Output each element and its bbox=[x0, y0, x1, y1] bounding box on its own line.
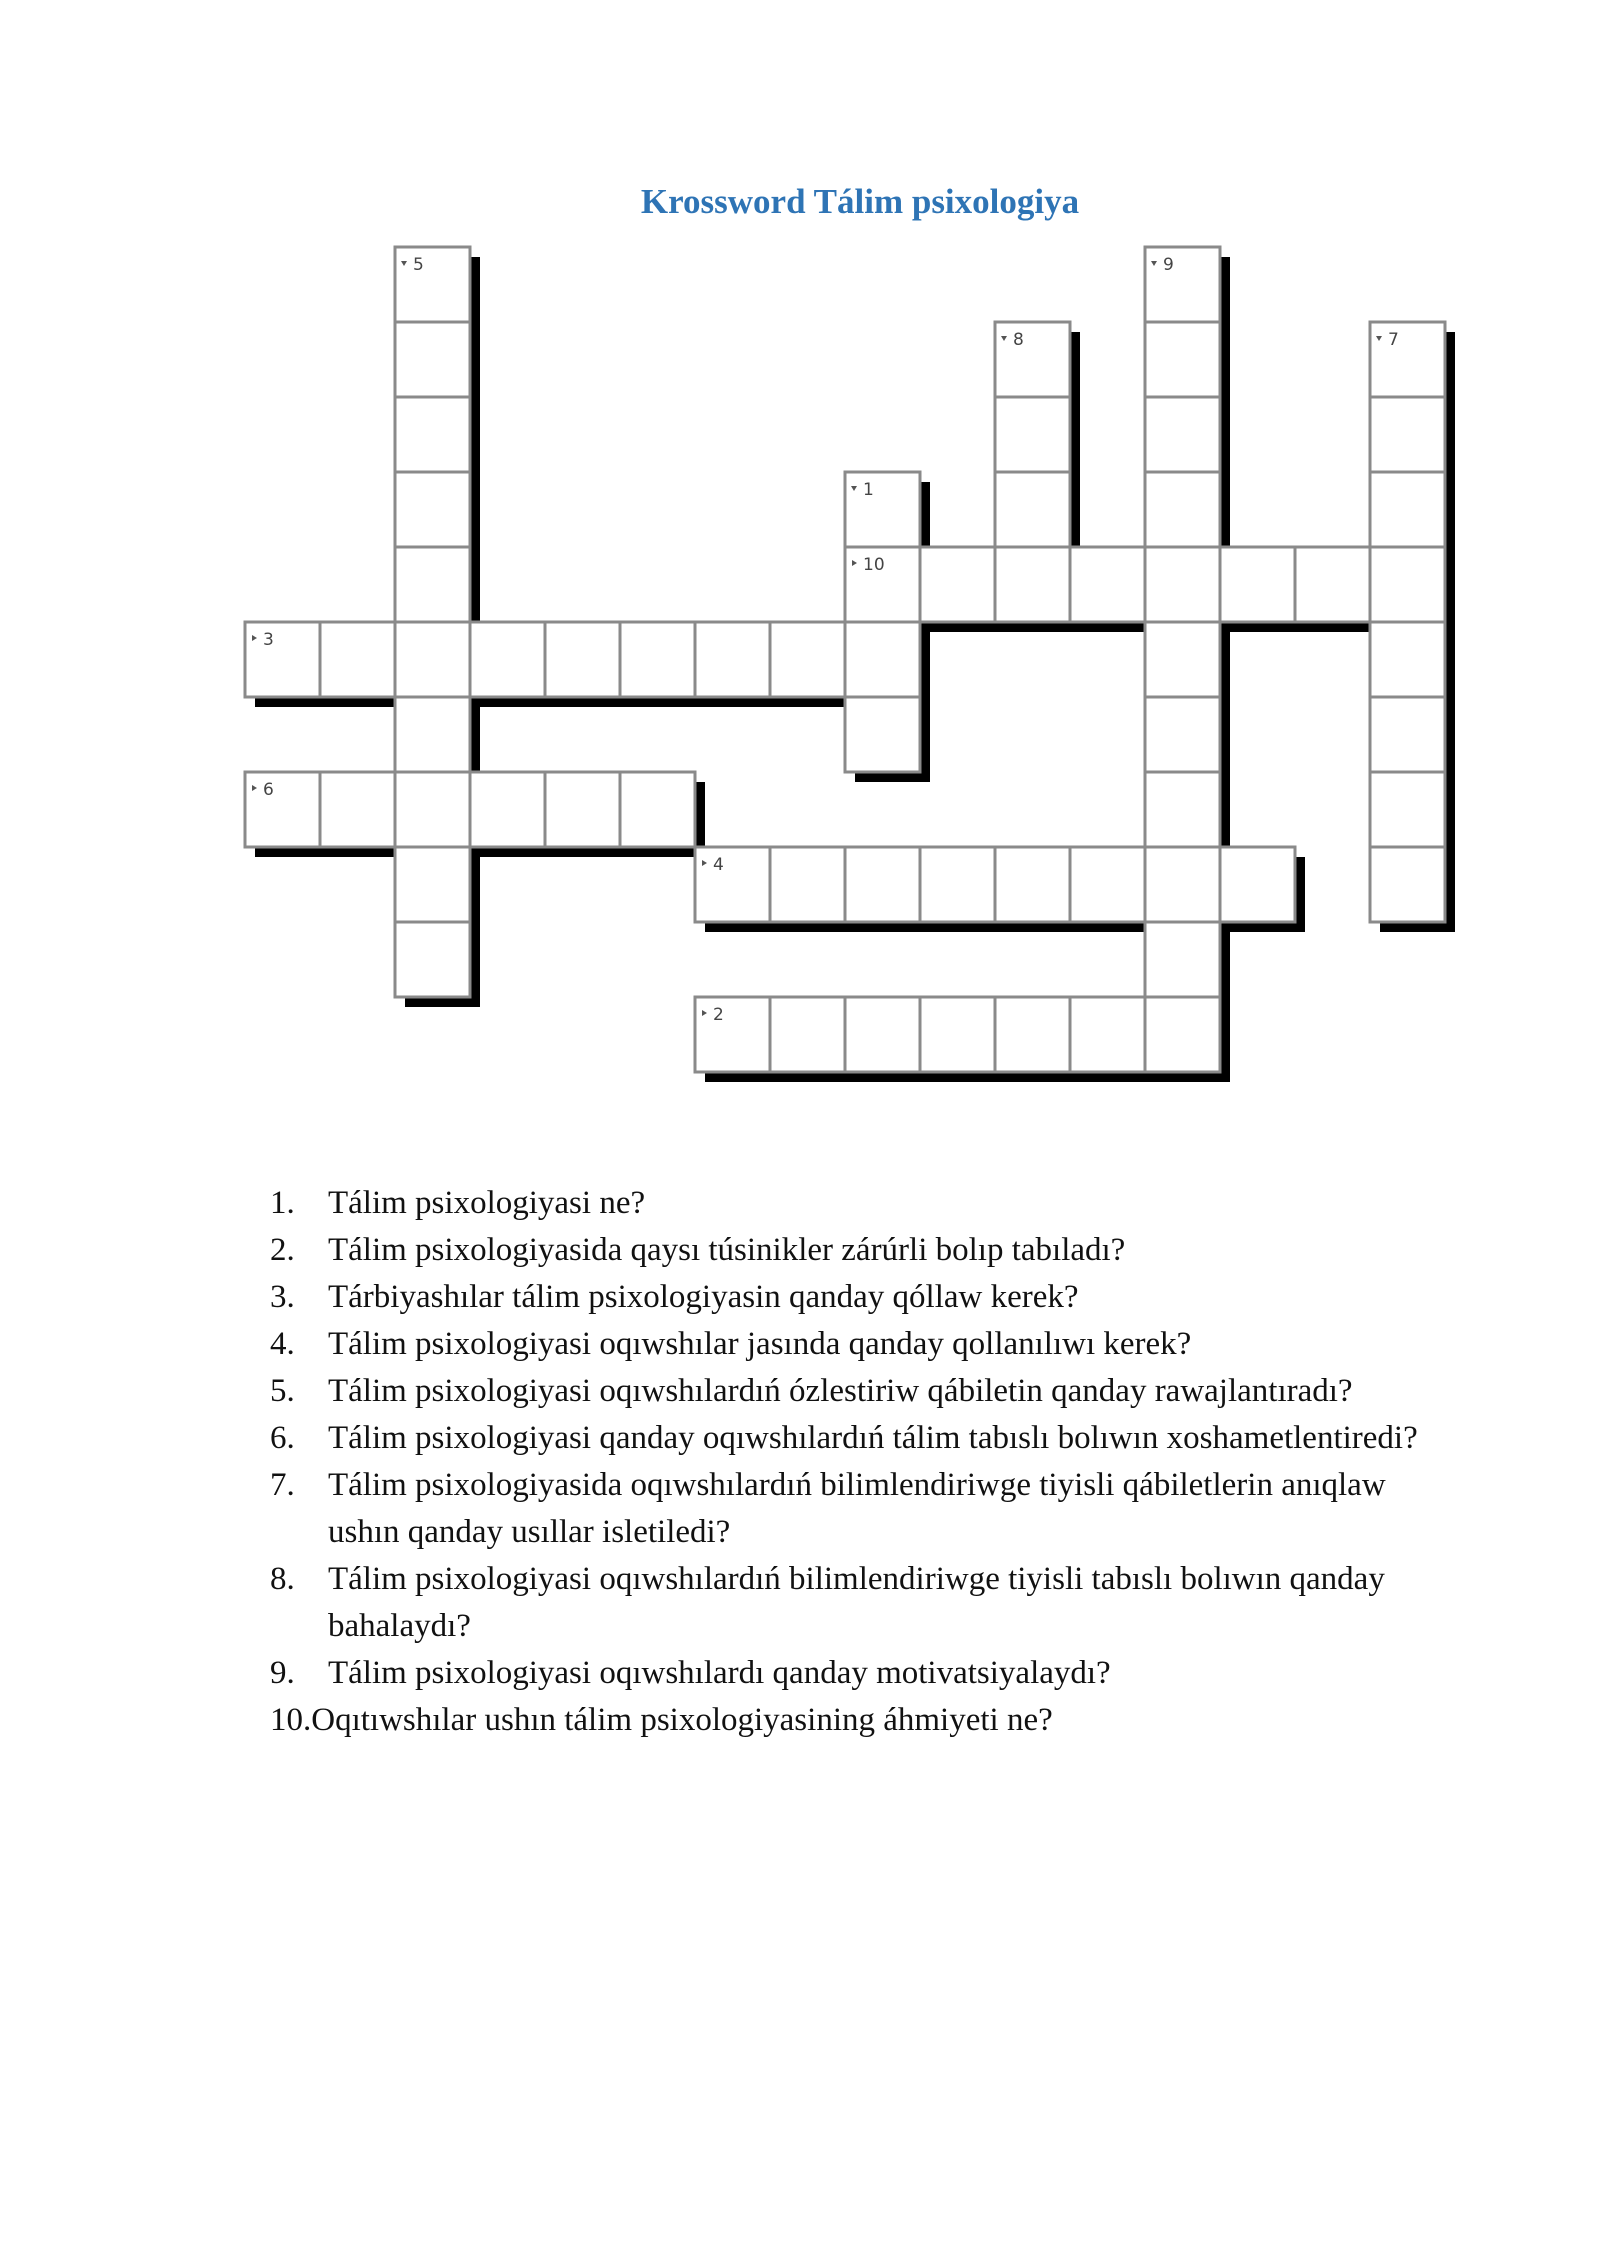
clue-item bbox=[270, 1462, 1450, 1556]
crossword-cell[interactable] bbox=[995, 847, 1070, 922]
clue-number-label: 5 bbox=[413, 255, 424, 275]
clue-number: 10. bbox=[270, 1702, 312, 1738]
clue-number: 4. bbox=[270, 1326, 295, 1362]
clue-text: Tálim psixologiyasi oqıwshılardıń ózlestiriw qábiletin qanday rawajlantıradı? bbox=[328, 1373, 1353, 1409]
clue-item bbox=[270, 1556, 1450, 1650]
crossword-cell[interactable] bbox=[620, 622, 695, 697]
crossword-cell[interactable] bbox=[245, 772, 320, 847]
clue-text: Tálim psixologiyasida oqıwshılardıń bilimlendiriwge tiyisli qábiletlerin anıqlaw ushın qanday usıllar isletiledi? bbox=[328, 1467, 1386, 1550]
clue-number-label: 6 bbox=[263, 780, 274, 800]
crossword-cell[interactable] bbox=[995, 997, 1070, 1072]
crossword-cell[interactable] bbox=[1370, 772, 1445, 847]
clue-number-label: 2 bbox=[713, 1005, 724, 1025]
crossword-cell[interactable] bbox=[620, 772, 695, 847]
crossword-cell[interactable] bbox=[1370, 322, 1445, 397]
crossword-grid bbox=[0, 0, 1600, 1120]
clue-text: Tálim psixologiyasi qanday oqıwshılardıń tálim tabıslı bolıwın xoshametlentiredi? bbox=[328, 1420, 1418, 1456]
grid-cells bbox=[245, 247, 1445, 1072]
crossword-cell[interactable] bbox=[470, 772, 545, 847]
crossword-cell[interactable] bbox=[845, 622, 920, 697]
crossword-cell[interactable] bbox=[920, 847, 995, 922]
clue-item bbox=[270, 1321, 1450, 1368]
clue-number-label: 3 bbox=[263, 630, 274, 650]
crossword-cell[interactable] bbox=[1145, 322, 1220, 397]
clue-text: Tálim psixologiyasi oqıwshılar jasında qanday qollanılıwı kerek? bbox=[328, 1326, 1192, 1362]
crossword-cell[interactable] bbox=[1070, 997, 1145, 1072]
crossword-cell[interactable] bbox=[395, 547, 470, 622]
clue-item bbox=[270, 1650, 1450, 1697]
crossword-cell[interactable] bbox=[695, 847, 770, 922]
clue-number: 6. bbox=[270, 1420, 295, 1456]
crossword-cell[interactable] bbox=[995, 472, 1070, 547]
crossword-cell[interactable] bbox=[695, 997, 770, 1072]
crossword-cell[interactable] bbox=[1145, 622, 1220, 697]
clue-text: Tálim psixologiyasida qaysı túsinikler zárúrli bolıp tabıladı? bbox=[328, 1232, 1126, 1268]
crossword-cell[interactable] bbox=[1370, 397, 1445, 472]
clue-number: 1. bbox=[270, 1185, 295, 1221]
clue-number: 5. bbox=[270, 1373, 295, 1409]
crossword-cell[interactable] bbox=[1145, 547, 1220, 622]
clue-number-label: 8 bbox=[1013, 330, 1024, 350]
clue-number: 8. bbox=[270, 1561, 295, 1597]
crossword-cell[interactable] bbox=[1145, 922, 1220, 997]
clue-text: Oqıtıwshılar ushın tálim psixologiyasining áhmiyeti ne? bbox=[311, 1702, 1053, 1738]
crossword-cell[interactable] bbox=[395, 847, 470, 922]
crossword-cell[interactable] bbox=[1220, 547, 1295, 622]
crossword-cell[interactable] bbox=[770, 622, 845, 697]
clue-item bbox=[270, 1227, 1450, 1274]
clue-item bbox=[270, 1415, 1450, 1462]
crossword-cell[interactable] bbox=[1220, 847, 1295, 922]
crossword-cell[interactable] bbox=[395, 922, 470, 997]
crossword-cell[interactable] bbox=[770, 847, 845, 922]
crossword-cell[interactable] bbox=[695, 622, 770, 697]
crossword-cell[interactable] bbox=[470, 622, 545, 697]
crossword-cell[interactable] bbox=[995, 322, 1070, 397]
crossword-cell[interactable] bbox=[845, 997, 920, 1072]
clue-number: 2. bbox=[270, 1232, 295, 1268]
crossword-cell[interactable] bbox=[770, 997, 845, 1072]
crossword-cell[interactable] bbox=[395, 322, 470, 397]
clue-number-label: 4 bbox=[713, 855, 724, 875]
crossword-cell[interactable] bbox=[395, 397, 470, 472]
crossword-cell[interactable] bbox=[395, 697, 470, 772]
clue-number-label: 9 bbox=[1163, 255, 1174, 275]
crossword-cell[interactable] bbox=[1145, 847, 1220, 922]
crossword-cell[interactable] bbox=[845, 697, 920, 772]
clue-item bbox=[270, 1697, 1450, 1744]
clue-number-label: 1 bbox=[863, 480, 874, 500]
clue-number: 3. bbox=[270, 1279, 295, 1315]
crossword-cell[interactable] bbox=[1370, 547, 1445, 622]
clue-number-label: 10 bbox=[863, 555, 885, 575]
clue-text: Tálim psixologiyasi oqıwshılardıń bilimlendiriwge tiyisli tabıslı bolıwın qanday bahalaydı? bbox=[328, 1561, 1385, 1644]
clue-text: Tálim psixologiyasi oqıwshılardı qanday motivatsiyalaydı? bbox=[328, 1655, 1111, 1691]
crossword-cell[interactable] bbox=[1370, 622, 1445, 697]
crossword-cell[interactable] bbox=[245, 622, 320, 697]
crossword-cell[interactable] bbox=[1145, 397, 1220, 472]
crossword-cell[interactable] bbox=[920, 547, 995, 622]
clue-item bbox=[270, 1180, 1450, 1227]
clue-text: Tárbiyashılar tálim psixologiyasin qanday qóllaw kerek? bbox=[328, 1279, 1079, 1315]
crossword-cell[interactable] bbox=[1145, 472, 1220, 547]
page-title: Krossword Tálim psixologiya bbox=[640, 182, 1080, 221]
crossword-cell[interactable] bbox=[395, 622, 470, 697]
clue-number-label: 7 bbox=[1388, 330, 1399, 350]
clue-text: Tálim psixologiyasi ne? bbox=[328, 1185, 646, 1221]
crossword-cell[interactable] bbox=[320, 772, 395, 847]
crossword-cell[interactable] bbox=[1070, 547, 1145, 622]
crossword-cell[interactable] bbox=[845, 847, 920, 922]
crossword-cell[interactable] bbox=[395, 772, 470, 847]
crossword-cell[interactable] bbox=[395, 472, 470, 547]
crossword-cell[interactable] bbox=[1145, 697, 1220, 772]
crossword-cell[interactable] bbox=[1370, 472, 1445, 547]
crossword-cell[interactable] bbox=[1070, 847, 1145, 922]
crossword-cell[interactable] bbox=[1370, 847, 1445, 922]
crossword-cell[interactable] bbox=[545, 622, 620, 697]
crossword-cell[interactable] bbox=[995, 547, 1070, 622]
crossword-cell[interactable] bbox=[320, 622, 395, 697]
crossword-cell[interactable] bbox=[545, 772, 620, 847]
crossword-cell[interactable] bbox=[1145, 772, 1220, 847]
clue-number: 9. bbox=[270, 1655, 295, 1691]
clue-item bbox=[270, 1368, 1450, 1415]
crossword-cell[interactable] bbox=[1295, 547, 1370, 622]
crossword-cell[interactable] bbox=[395, 247, 470, 322]
crossword-cell[interactable] bbox=[845, 472, 920, 547]
crossword-cell[interactable] bbox=[920, 997, 995, 1072]
clue-list bbox=[270, 1180, 1450, 1744]
crossword-cell[interactable] bbox=[1145, 997, 1220, 1072]
crossword-cell[interactable] bbox=[1370, 697, 1445, 772]
crossword-cell[interactable] bbox=[995, 397, 1070, 472]
crossword-cell[interactable] bbox=[1145, 247, 1220, 322]
clue-number: 7. bbox=[270, 1467, 295, 1503]
clue-item bbox=[270, 1274, 1450, 1321]
